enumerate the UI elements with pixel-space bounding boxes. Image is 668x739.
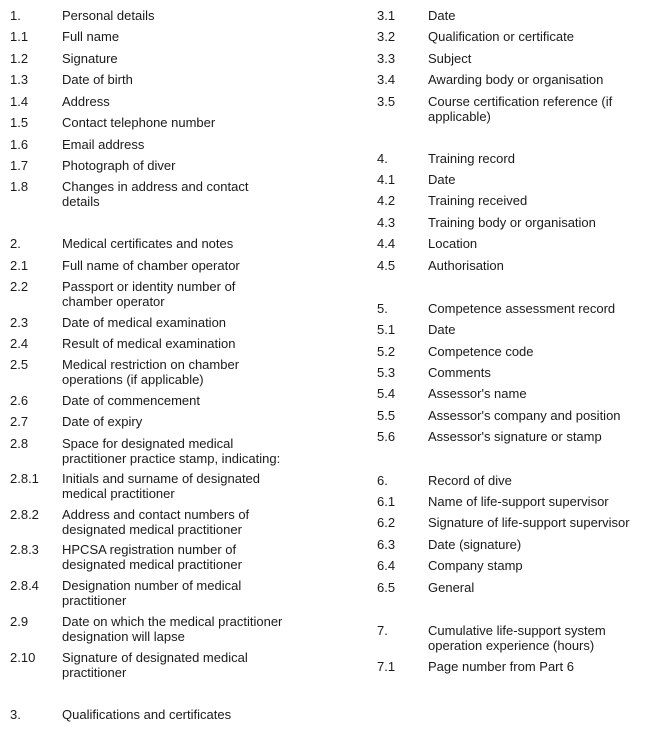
item-text: Name of life-support supervisor [428, 494, 609, 509]
item-text: Date [428, 172, 456, 187]
item-number: 7. [377, 623, 388, 638]
item-text: Training received [428, 193, 528, 208]
item-number: 2.8 [10, 436, 29, 451]
item-number: 2.9 [10, 614, 29, 629]
item-text: Cumulative life-support system operation experience (hours) [428, 623, 606, 653]
item-number: 6.1 [377, 494, 396, 509]
item-text: Photograph of diver [62, 158, 176, 173]
item-text: Result of medical examination [62, 336, 236, 351]
item-number: 2.8.4 [10, 578, 39, 593]
item-number: 5. [377, 301, 388, 316]
item-text: Assessor's name [428, 386, 527, 401]
item-text: Address [62, 94, 110, 109]
item-number: 2.1 [10, 258, 29, 273]
item-number: 4.4 [377, 236, 396, 251]
item-text: Competence code [428, 344, 534, 359]
item-text: Space for designated medical practitioner practice stamp, indicating: [62, 436, 281, 466]
item-number: 3.3 [377, 51, 396, 66]
item-text: Signature of life-support supervisor [428, 515, 630, 530]
item-text: Qualification or certificate [428, 29, 574, 44]
item-text: General [428, 580, 475, 595]
item-number: 3.5 [377, 94, 396, 109]
item-text: Authorisation [428, 258, 504, 273]
item-text: Date of expiry [62, 414, 143, 429]
item-number: 6.3 [377, 537, 396, 552]
item-number: 5.5 [377, 408, 396, 423]
item-text: Record of dive [428, 473, 512, 488]
item-text: Date (signature) [428, 537, 522, 552]
item-text: HPCSA registration number of designated medical practitioner [62, 542, 242, 572]
item-text: Medical restriction on chamber operations (if applicable) [62, 357, 240, 387]
item-number: 2.10 [10, 650, 36, 665]
item-number: 2.8.3 [10, 542, 39, 557]
item-number: 4.3 [377, 215, 396, 230]
item-text: Training body or organisation [428, 215, 596, 230]
item-number: 1.7 [10, 158, 29, 173]
item-number: 5.6 [377, 429, 396, 444]
item-text: Changes in address and contact details [62, 179, 249, 209]
item-number: 6.5 [377, 580, 396, 595]
item-number: 4.2 [377, 193, 396, 208]
item-number: 3.1 [377, 8, 396, 23]
item-number: 2.8.2 [10, 507, 39, 522]
item-text: Date on which the medical practitioner designation will lapse [62, 614, 283, 644]
item-text: Signature [62, 51, 118, 66]
item-text: Full name [62, 29, 120, 44]
item-number: 6. [377, 473, 388, 488]
item-text: Qualifications and certificates [62, 707, 232, 722]
item-number: 2.2 [10, 279, 29, 294]
item-number: 5.4 [377, 386, 396, 401]
item-number: 4.5 [377, 258, 396, 273]
item-number: 4.1 [377, 172, 396, 187]
item-text: Email address [62, 137, 145, 152]
item-number: 5.3 [377, 365, 396, 380]
item-number: 2.7 [10, 414, 29, 429]
item-number: 2.5 [10, 357, 29, 372]
item-text: Assessor's signature or stamp [428, 429, 602, 444]
item-text: Passport or identity number of chamber operator [62, 279, 236, 309]
item-text: Company stamp [428, 558, 523, 573]
item-number: 1.5 [10, 115, 29, 130]
item-number: 2. [10, 236, 21, 251]
item-text: Date of commencement [62, 393, 201, 408]
item-text: Medical certificates and notes [62, 236, 234, 251]
item-text: Location [428, 236, 478, 251]
item-number: 3.2 [377, 29, 396, 44]
item-text: Competence assessment record [428, 301, 616, 316]
item-text: Assessor's company and position [428, 408, 621, 423]
item-number: 3.4 [377, 72, 396, 87]
item-number: 2.6 [10, 393, 29, 408]
item-text: Subject [428, 51, 472, 66]
item-number: 5.2 [377, 344, 396, 359]
item-number: 1.3 [10, 72, 29, 87]
item-number: 1.1 [10, 29, 29, 44]
item-text: Full name of chamber operator [62, 258, 240, 273]
item-text: Awarding body or organisation [428, 72, 604, 87]
item-number: 2.8.1 [10, 471, 39, 486]
item-number: 1.6 [10, 137, 29, 152]
item-text: Date [428, 322, 456, 337]
item-number: 6.2 [377, 515, 396, 530]
item-number: 1.8 [10, 179, 29, 194]
item-number: 6.4 [377, 558, 396, 573]
item-number: 2.3 [10, 315, 29, 330]
item-text: Initials and surname of designated medical practitioner [62, 471, 261, 501]
item-text: Comments [428, 365, 491, 380]
item-text: Date of birth [62, 72, 133, 87]
item-text: Date of medical examination [62, 315, 227, 330]
item-text: Contact telephone number [62, 115, 216, 130]
item-number: 1. [10, 8, 21, 23]
item-number: 4. [377, 151, 388, 166]
item-text: Date [428, 8, 456, 23]
item-number: 1.4 [10, 94, 29, 109]
item-text: Designation number of medical practitioner [62, 578, 242, 608]
item-number: 5.1 [377, 322, 396, 337]
item-number: 2.4 [10, 336, 29, 351]
item-number: 1.2 [10, 51, 29, 66]
item-text: Course certification reference (if applicable) [428, 94, 613, 124]
item-text: Address and contact numbers of designated medical practitioner [62, 507, 250, 537]
item-text: Page number from Part 6 [428, 659, 574, 674]
item-text: Personal details [62, 8, 155, 23]
item-text: Signature of designated medical practitioner [62, 650, 248, 680]
item-number: 3. [10, 707, 21, 722]
item-number: 7.1 [377, 659, 396, 674]
item-text: Training record [428, 151, 515, 166]
